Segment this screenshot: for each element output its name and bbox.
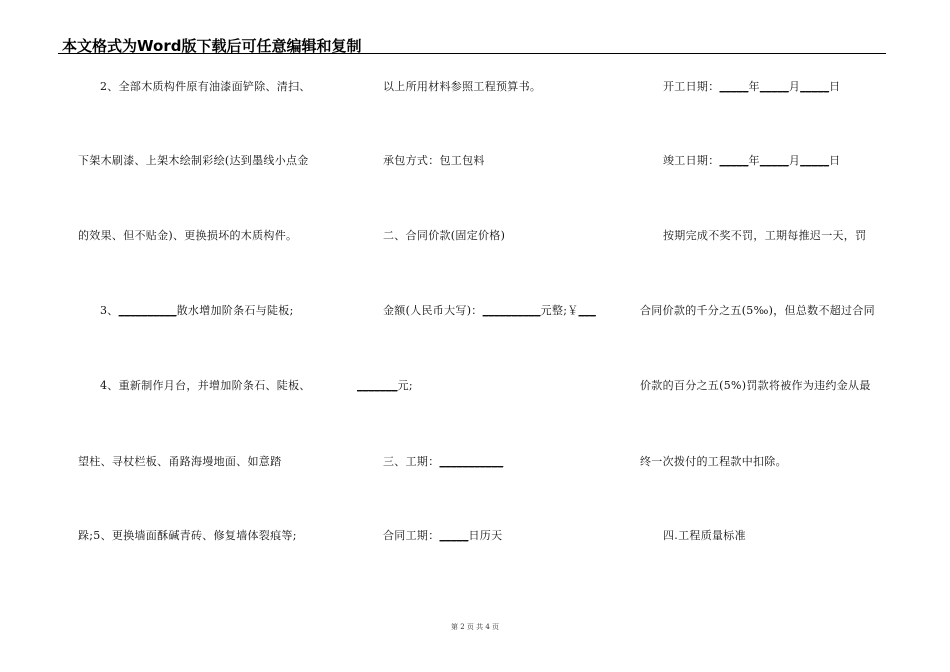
fill-blank: __________	[118, 304, 177, 317]
year-label: 年	[748, 80, 760, 93]
col3-start-date	[663, 80, 840, 94]
col2-line-4	[383, 304, 596, 318]
fill-blank: _____	[439, 529, 469, 542]
col3-line-4: 合同价款的千分之五(5‰)，但总数不超过合同	[640, 304, 875, 317]
col3-line-5: 价款的百分之五(5%)罚款将被作为违约金从最	[640, 379, 871, 392]
contract-amount-label: 金额(人民币大写)：	[383, 304, 483, 317]
col1-line-3: 的效果、但不贴金)、更换损坏的木质构件。	[78, 229, 298, 242]
col1-line-1: 2、全部木质构件原有油漆面铲除、清扫、	[100, 80, 311, 93]
col2-line-5	[357, 379, 413, 393]
fill-blank: _____	[800, 154, 830, 167]
calendar-days-label: 日历天	[468, 529, 503, 542]
col1-line-6: 望柱、寻杖栏板、甬路海墁地面、如意踏	[78, 455, 282, 468]
fill-blank: _______	[357, 379, 398, 392]
fill-blank: _____	[759, 80, 789, 93]
col2-line-6	[383, 455, 503, 469]
year-label: 年	[748, 154, 760, 167]
fill-blank: _____	[719, 154, 749, 167]
col1-line-5: 4、重新制作月台，并增加阶条石、陡板、	[100, 379, 311, 392]
fill-blank: ___________	[439, 455, 504, 468]
document-header-title: 本文格式为Word版下载后可任意编辑和复制	[62, 37, 362, 55]
page-number: 第 2 页 共 4 页	[450, 623, 500, 631]
start-date-label: 开工日期：	[663, 80, 720, 93]
fill-blank: _____	[719, 80, 749, 93]
col1-line-4	[100, 304, 294, 318]
col2-line-7	[383, 529, 502, 543]
col3-line-7: 四.工程质量标准	[663, 529, 746, 542]
header-divider	[58, 53, 886, 54]
fill-blank: _____	[759, 154, 789, 167]
col2-line-2: 承包方式：包工包料	[383, 154, 485, 167]
contract-period-label: 合同工期：	[383, 529, 440, 542]
end-date-label: 竣工日期：	[663, 154, 720, 167]
fill-blank: __________	[482, 304, 541, 317]
col3-end-date	[663, 154, 840, 168]
col2-line-3: 二、合同价款(固定价格)	[383, 229, 506, 242]
col1-line-7: 跺;5、更换墙面酥碱青砖、修复墙体裂痕等;	[78, 529, 297, 542]
fill-blank: _____	[800, 80, 830, 93]
col1-line-4-suffix: 散水增加阶条石与陡板;	[176, 304, 294, 317]
month-label: 月	[788, 154, 801, 167]
yuan-label: 元整;￥	[540, 304, 579, 317]
day-label: 日	[829, 154, 841, 167]
col3-line-6: 终一次拨付的工程款中扣除。	[640, 455, 787, 468]
month-label: 月	[788, 80, 801, 93]
yuan-suffix: 元;	[397, 379, 413, 392]
col3-line-3: 按期完成不奖不罚，工期每推迟一天，罚	[663, 229, 867, 242]
col1-line-2: 下架木刷漆、上架木绘制彩绘(达到墨线小点金	[78, 154, 309, 167]
schedule-heading: 三、工期：	[383, 455, 440, 468]
col1-line-4-prefix: 3、	[100, 304, 119, 317]
col2-line-1: 以上所用材料参照工程预算书。	[383, 80, 542, 93]
fill-blank: ___	[578, 304, 596, 317]
day-label: 日	[829, 80, 841, 93]
